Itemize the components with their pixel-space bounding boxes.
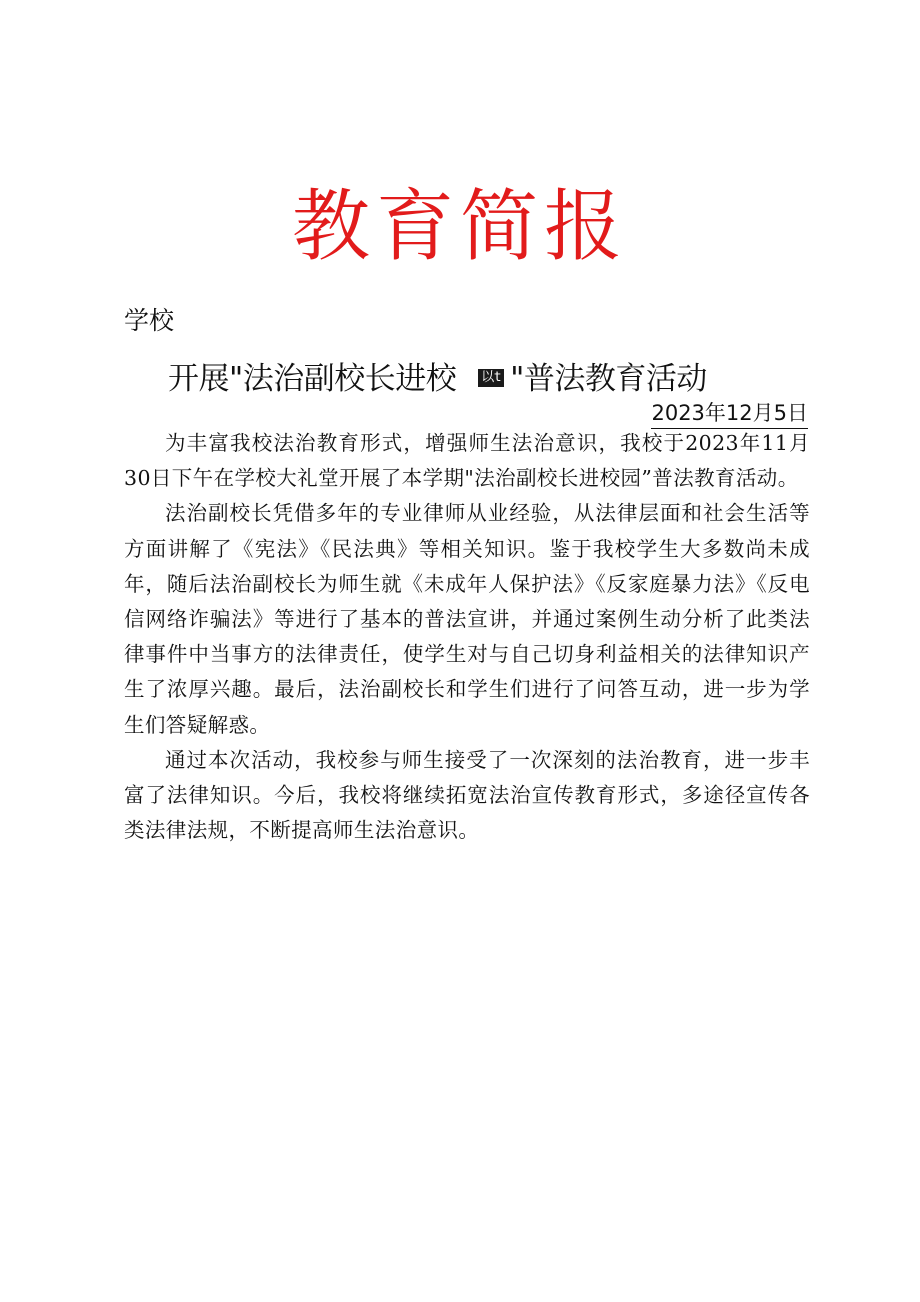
headline-glyph-box: 以t [478,369,504,387]
masthead-title: 教育简报 [291,182,628,272]
article-headline [168,358,707,400]
paragraph-2: 法治副校长凭借多年的专业律师从业经验，从法律层面和社会生活等方面讲解了《宪法》《民法典》等相关知识。鉴于我校学生大多数尚未成年，随后法治副校长为师生就《未成年人保护法》《反家庭暴力法》《反电信网络诈骗法》等进行了基本的普法宣讲，并通过案例生动分析了此类法律事件中当事方的法律责任，使学生对与自己切身利益相关的法律知识产生了浓厚兴趣。最后，法治副校长和学生们进行了问答互动，进一步为学生们答疑解惑。 [124,501,810,737]
headline-part-1: 开展"法治副校长进校 [168,361,457,397]
paragraph-3: 通过本次活动，我校参与师生接受了一次深刻的法治教育，进一步丰富了法律知识。今后，我校将继续拓宽法治宣传教育形式，多途径宣传各类法律法规，不断提高师生法治意识。 [124,747,810,843]
article-date: 2023年12月5日 [651,398,808,429]
paragraph-1: 为丰富我校法治教育形式，增强师生法治意识，我校于2023年11月30日下午在学校大礼堂开展了本学期"法治副校长进校园”普法教育活动。 [124,431,810,491]
school-label: 学校 [124,306,175,335]
headline-part-2: "普法教育活动 [510,361,707,397]
article-body [124,426,810,848]
